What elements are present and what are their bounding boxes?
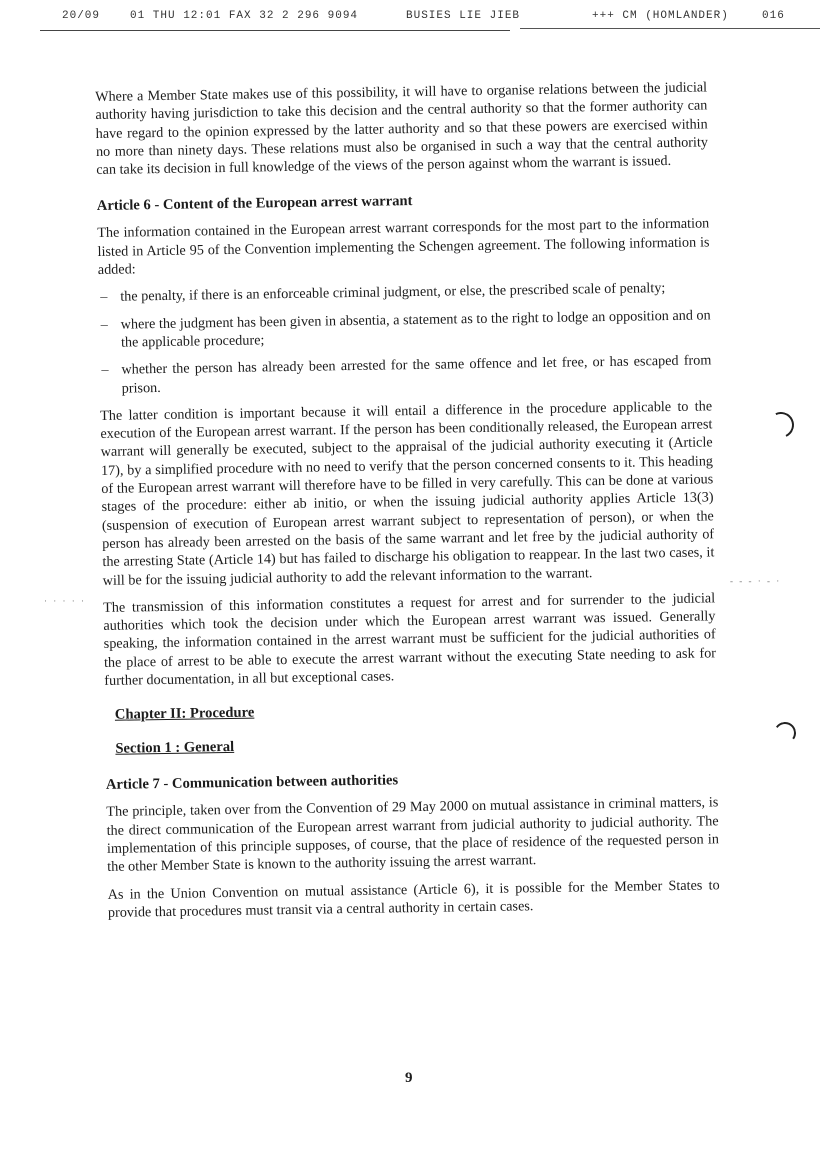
fax-header [40, 6, 820, 36]
chapter-heading: Chapter II: Procedure [114, 704, 255, 724]
paragraph: Where a Member State makes use of this possibility, it will have to organise relations between the judicial authority having jurisdiction to take this decision and the central authority so that the former authority can have regard to the opinion expressed by the latter authority and so that these powers are exercised within no more than ninety days. These relations must also be organised in such a way that the central authority can take its decision in full knowledge of the views of the person against whom the warrant is issued. [95, 79, 709, 179]
margin-mark [764, 408, 797, 441]
article-6-heading: Article 6 - Content of the European arrest warrant [96, 193, 413, 215]
fax-rule-right [520, 28, 820, 29]
fax-rule-left [40, 30, 510, 31]
paragraph: The principle, taken over from the Convention of 29 May 2000 on mutual assistance in criminal matters, is the direct communication of the European arrest warrant from judicial authority to judicial authority. The implementation of this principle supposes, of course, that the place of residence of the requested person in the other Member State is known to the authority issuing the arrest warrant. [106, 794, 720, 876]
fax-dept: +++ CM (HOMLANDER) [592, 10, 729, 22]
fax-time: 01 THU 12:01 FAX 32 2 296 9094 [130, 10, 359, 22]
paragraph: As in the Union Convention on mutual assistance (Article 6), it is possible for the Member States to provide that procedures must transit via a central authority in certain cases. [107, 876, 720, 921]
fax-date: 20/09 [62, 10, 101, 22]
fax-sender: BUSIES LIE JIEB [406, 10, 521, 22]
info-list [98, 279, 712, 398]
fax-page: 016 [762, 10, 785, 22]
paragraph: The information contained in the European arrest warrant corresponds for the most part to the information listed in Article 95 of the Convention implementing the Schengen agreement. The following information is added: [97, 215, 710, 279]
article-7-heading: Article 7 - Communication between authorities [105, 772, 399, 794]
margin-mark [772, 720, 797, 745]
list-item: – whether the person has already been arrested for the same offence and let free, or has escaped from prison. [99, 352, 711, 398]
margin-dots: · · · · · [44, 596, 86, 606]
page-number: 9 [405, 1070, 413, 1086]
paragraph: The transmission of this information constitutes a request for arrest and for surrender to the judicial authorities which took the decision under which the European arrest warrant was issued. Generally speaking, the information contained in the arrest warrant must be sufficient for the judicial authorities of the place of arrest to be able to execute the arrest warrant without the executing State needing to ask for further documentation, in all but exceptional cases. [103, 590, 717, 689]
paragraph: The latter condition is important because it will entail a difference in the procedure applicable to the execution of the European arrest warrant. If the person has been conditionally released, the European arrest warrant will generally be executed, subject to the appraisal of the judicial authority executing it (Article 17), by a simplified procedure with no need to verify that the person concerned consents to it. This heading of the European arrest warrant will therefore have to be filled in very carefully. This can be done at various stages of the procedure: either ab initio, or when the issuing judicial authority applies Article 13(3) (suspension of execution of European arrest warrant subject to representation of person), or when the person has already been arrested on the basis of the same warrant and let free by the judicial authority of the arresting State (Article 14) but has failed to discharge his obligation to reappear. In the last two cases, it will be for the issuing judicial authority to add the relevant information to the warrant. [100, 398, 715, 589]
document-page [95, 78, 720, 931]
section-heading: Section 1 : General [115, 739, 235, 758]
list-item: – the penalty, if there is an enforceable criminal judgment, or else, the prescribed scale of penalty; [98, 279, 710, 307]
list-item: – where the judgment has been given in absentia, a statement as to the right to lodge an opposition and on the applicable procedure; [99, 306, 711, 352]
margin-dots: - - - · - · [730, 576, 782, 586]
